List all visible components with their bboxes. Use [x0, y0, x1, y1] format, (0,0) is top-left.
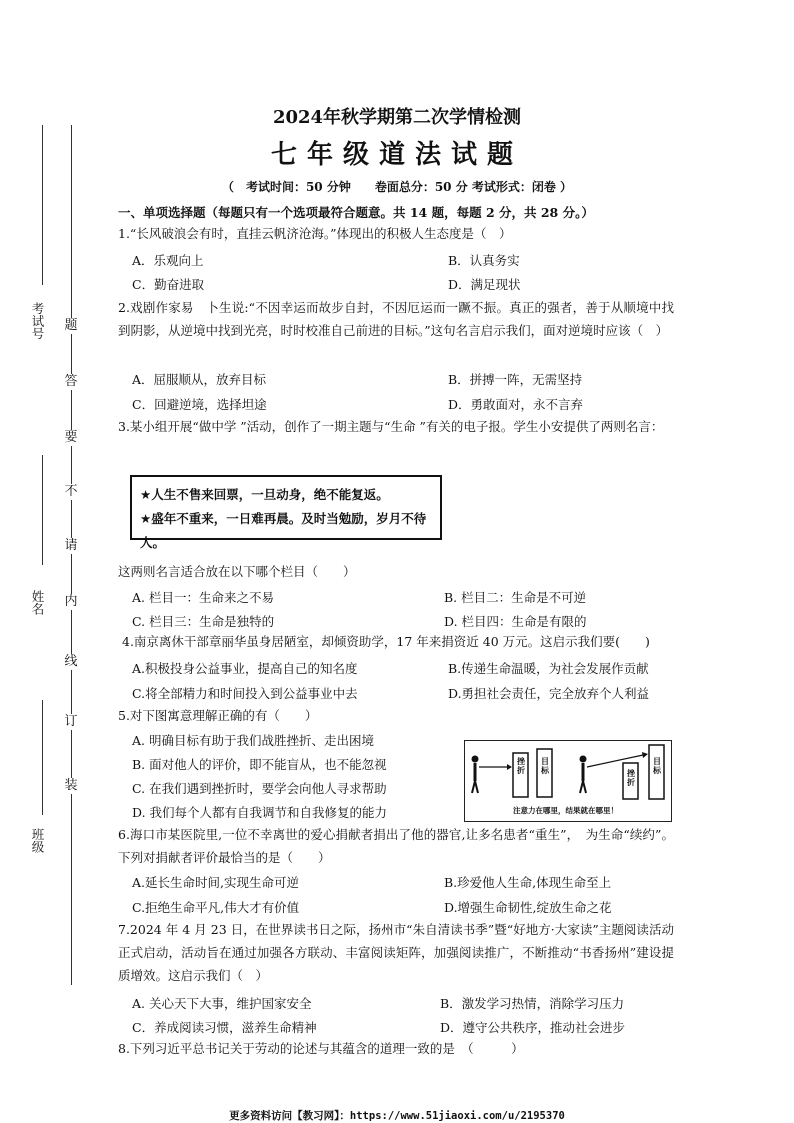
option-d: D.增强生命韧性,绽放生命之花 [444, 900, 612, 915]
seal-char: 线 [64, 654, 78, 669]
seal-line [71, 125, 72, 985]
question-stem: 6.海口市某医院里,一位不幸离世的爱心捐献者捐出了他的器官,让多名患者“重生”， 为生命“续约”。下列对捐献者评价最恰当的是（ ） [118, 827, 674, 865]
option-a: A. 栏目一：生命来之不易 [132, 590, 274, 605]
option-c: C.将全部精力和时间投入到公益事业中去 [132, 686, 358, 701]
seal-char: 不 [64, 484, 78, 499]
obstacle-label: 挫折 [627, 769, 635, 787]
class-line [42, 700, 43, 815]
exam-title: 2024年秋学期第二次学情检测 [272, 107, 522, 128]
option-b: B. 栏目二：生命是不可逆 [444, 590, 587, 605]
option-b: B．认真务实 [448, 253, 520, 268]
seal-char: 订 [64, 714, 78, 729]
option-a: A. 明确目标有助于我们战胜挫折、走出困境 [132, 733, 374, 748]
quote-line: ★人生不售来回票，一旦动身，绝不能复返。 [140, 487, 389, 502]
exam-subtitle: 七年级道法试题 [270, 140, 523, 170]
option-c: C．勤奋进取 [132, 277, 205, 292]
option-d: D.勇担社会责任，完全放弃个人利益 [448, 686, 650, 701]
section-heading: 一、单项选择题（每题只有一个选项最符合题意。共 14 题，每题 2 分，共 28 分。） [118, 205, 594, 220]
seal-char: 内 [64, 594, 78, 609]
question-stem: 7.2024 年 4 月 23 日，在世界读书日之际，扬州市“朱自清读书季”暨“好地方·大家读”主题阅读活动正式启动，活动旨在通过加强各方联动、丰富阅读矩阵，加强阅读推广，不断推动“书香扬州”建设提质增效。这启示我们（ ） [118, 922, 674, 983]
option-d: D．遵守公共秩序，推动社会进步 [440, 1020, 626, 1035]
option-d: D. 栏目四：生命是有限的 [444, 614, 587, 629]
option-b: B. 面对他人的评价，即不能盲从，也不能忽视 [132, 757, 387, 772]
exam-info: （ 考试时间：50 分钟 卷面总分：50 分 考试形式：闭卷 ） [221, 180, 573, 194]
option-b: B.珍爱他人生命,体现生命至上 [444, 875, 612, 890]
option-c: C．回避逆境，选择坦途 [132, 397, 267, 412]
seal-char: 装 [64, 778, 78, 793]
question-stem: 1.“长风破浪会有时，直挂云帆济沧海。”体现出的积极人生态度是（ ） [118, 226, 512, 241]
question-ask: 这两则名言适合放在以下哪个栏目（ ） [118, 564, 356, 579]
name-label: 姓名 [30, 590, 45, 615]
option-a: A.积极投身公益事业，提高自己的知名度 [132, 661, 358, 676]
question-stem: 4.南京离休干部章丽华虽身居陋室，却倾资助学，17 年来捐资近 40 万元。这启示我们要( ) [122, 634, 650, 649]
goal-label: 目标 [653, 757, 661, 775]
quote-box [130, 475, 442, 550]
option-a: A. 关心天下大事，维护国家安全 [132, 996, 312, 1011]
quote-line: ★盛年不重来，一日难再晨。及时当勉励，岁月不待人。 [140, 511, 427, 550]
option-d: D．满足现状 [448, 277, 521, 292]
option-d: D. 我们每个人都有自我调节和自我修复的能力 [132, 805, 388, 820]
option-c: C. 栏目三：生命是独特的 [132, 614, 275, 629]
option-c: C．养成阅读习惯，滋养生命精神 [132, 1020, 317, 1035]
option-a: A．乐观向上 [132, 253, 204, 268]
figure-caption: 注意力在哪里，结果就在哪里！ [513, 806, 618, 815]
seal-char: 请 [64, 538, 78, 553]
exam-no-label: 考试号 [30, 302, 45, 340]
question-stem: 8.下列习近平总书记关于劳动的论述与其蕴含的道理一致的是 （ ） [118, 1041, 524, 1056]
option-d: D．勇敢面对，永不言弃 [448, 397, 584, 412]
person-icon [472, 756, 479, 794]
option-c: C.拒绝生命平凡,伟大才有价值 [132, 900, 300, 915]
person-icon [580, 756, 587, 794]
footer-link[interactable]: 更多资料访问【教习网】：https://www.51jiaoxi.com/u/2195370 [229, 1110, 565, 1122]
name-line [42, 455, 43, 565]
question-stem: 2.戏剧作家易 卜生说:“不因幸运而故步自封，不因厄运而一蹶不振。真正的强者，善于从顺境中找到阴影，从逆境中找到光亮，时时校准自己前进的目标。”这句名言启示我们，面对逆境时应该（ ） [118, 300, 674, 338]
question-stem: 5.对下图寓意理解正确的有（ ） [118, 708, 318, 723]
option-b: B.传递生命温暖，为社会发展作贡献 [448, 661, 649, 676]
seal-char: 题 [64, 318, 78, 333]
option-c: C. 在我们遇到挫折时，要学会向他人寻求帮助 [132, 781, 387, 796]
option-b: B．拼搏一阵，无需坚持 [448, 372, 583, 387]
option-b: B．激发学习热情，消除学习压力 [440, 996, 625, 1011]
option-a: A.延长生命时间,实现生命可逆 [132, 875, 299, 890]
goal-focus-figure [464, 740, 672, 822]
seal-char: 要 [64, 430, 78, 445]
seal-char: 答 [64, 374, 78, 389]
goal-label: 目标 [541, 757, 549, 775]
class-label: 班级 [30, 828, 45, 853]
option-a: A．屈服顺从，放弃目标 [132, 372, 267, 387]
obstacle-label: 挫折 [517, 757, 525, 775]
question-stem: 3.某小组开展“做中学 ”活动，创作了一期主题与“生命 ”有关的电子报。学生小安提供了两则名言： [118, 419, 664, 434]
